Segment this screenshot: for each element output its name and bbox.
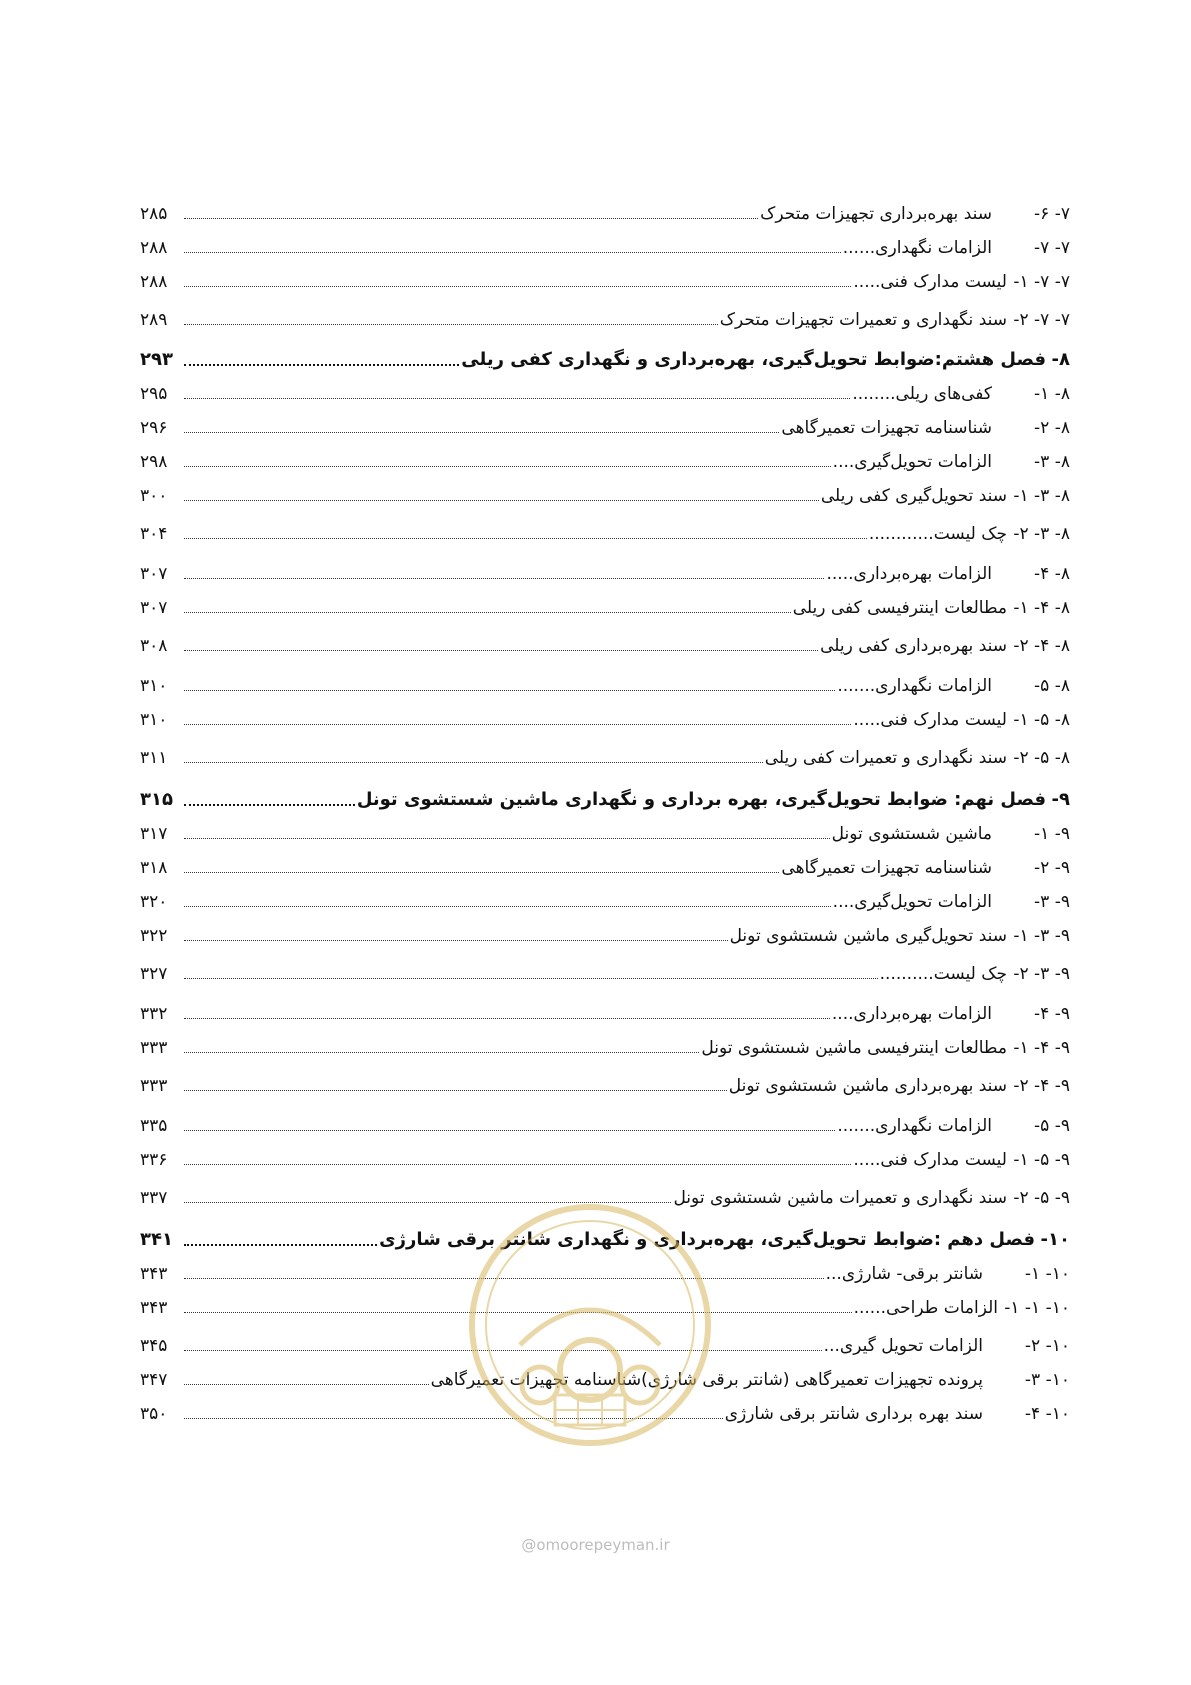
toc-dot-leader	[184, 218, 758, 219]
toc-entry-title: چک لیست............	[867, 519, 1007, 549]
toc-page-number: ۲۸۸	[140, 272, 168, 292]
toc-entry-title: کفی‌های ریلی........	[850, 379, 992, 409]
toc-entry-row[interactable]	[140, 705, 1070, 735]
toc-dot-leader	[184, 432, 779, 433]
toc-dot-leader	[184, 690, 835, 691]
toc-entry-row[interactable]	[140, 819, 1070, 849]
toc-dot-leader	[184, 978, 878, 979]
toc-dot-leader	[184, 838, 830, 839]
toc-page-number: ۳۰۸	[140, 636, 168, 656]
watermark-seal-logo-icon	[460, 1195, 720, 1455]
toc-entry-number: ۸- ۵-	[1034, 676, 1070, 696]
toc-entry-number: ۱۰- ۱-	[1024, 1264, 1070, 1284]
toc-dot-leader	[184, 500, 819, 501]
toc-entry-title: شناسنامه تجهیزات تعمیرگاهی	[779, 413, 992, 443]
toc-dot-leader	[184, 940, 728, 941]
toc-page-number: ۳۱۰	[140, 676, 168, 696]
toc-dot-leader	[184, 466, 831, 467]
toc-entry-number: ۱۰- ۱- ۱-	[1004, 1298, 1070, 1318]
toc-entry-number: ۱۰- ۴-	[1024, 1404, 1070, 1424]
toc-page-number: ۳۵۰	[140, 1404, 168, 1424]
toc-dot-leader	[184, 1244, 377, 1246]
toc-entry-title: فصل هشتم:ضوابط تحویل‌گیری، بهره‌برداری و نگهداری کفی ریلی	[459, 345, 1046, 375]
toc-entry-number: ۹- ۲-	[1034, 858, 1070, 878]
toc-entry-number: ۷- ۷- ۲-	[1013, 310, 1070, 330]
toc-dot-leader	[184, 612, 791, 613]
toc-entry-row[interactable]	[140, 887, 1070, 917]
toc-entry-row[interactable]	[140, 921, 1070, 951]
toc-entry-title: لیست مدارک فنی.....	[851, 267, 1007, 297]
toc-entry-title: شانتر برقی- شارژی...	[824, 1259, 983, 1289]
toc-page-number: ۲۹۸	[140, 452, 168, 472]
toc-dot-leader	[184, 1164, 851, 1165]
toc-entry-number: ۷- ۷- ۱-	[1013, 272, 1070, 292]
toc-entry-row[interactable]	[140, 559, 1070, 589]
toc-entry-number: ۱۰- ۲-	[1024, 1336, 1070, 1356]
toc-dot-leader	[184, 872, 779, 873]
toc-entry-title: سند بهره برداری شانتر برقی شارژی	[723, 1399, 983, 1429]
toc-entry-row[interactable]	[140, 959, 1070, 989]
toc-page-number: ۳۲۲	[140, 926, 168, 946]
toc-page-number: ۳۴۷	[140, 1370, 168, 1390]
toc-entry-title: سند نگهداری و تعمیرات کفی ریلی	[763, 743, 1007, 773]
toc-page-number: ۳۲۷	[140, 964, 168, 984]
toc-entry-title: الزامات بهره‌برداری....	[830, 999, 992, 1029]
toc-dot-leader	[184, 1018, 830, 1019]
toc-entry-row[interactable]	[140, 999, 1070, 1029]
toc-entry-row[interactable]	[140, 631, 1070, 661]
toc-entry-row[interactable]	[140, 853, 1070, 883]
toc-entry-row[interactable]	[140, 671, 1070, 701]
toc-entry-title: فصل نهم: ضوابط تحویل‌گیری، بهره برداری و نگهداری ماشین شستشوی تونل	[355, 785, 1046, 815]
toc-entry-title: الزامات طراحی......	[852, 1293, 998, 1323]
toc-page-number: ۳۳۶	[140, 1150, 168, 1170]
toc-entry-title: سند بهره‌برداری ماشین شستشوی تونل	[727, 1071, 1007, 1101]
toc-entry-row[interactable]	[140, 305, 1070, 335]
toc-entry-title: فصل دهم :ضوابط تحویل‌گیری، بهره‌برداری و نگهداری شانتر برقی شارژی	[377, 1225, 1035, 1255]
toc-entry-title: سند تحویل‌گیری ماشین شستشوی تونل	[728, 921, 1007, 951]
toc-entry-number: ۱۰- ۳-	[1024, 1370, 1070, 1390]
toc-page-number: ۳۴۱	[140, 1229, 173, 1250]
toc-chapter-row[interactable]	[140, 345, 1070, 375]
toc-entry-row[interactable]	[140, 447, 1070, 477]
toc-page-number: ۳۲۰	[140, 892, 168, 912]
toc-entry-number: ۹- ۱-	[1034, 824, 1070, 844]
toc-entry-title: لیست مدارک فنی.....	[851, 705, 1007, 735]
footer-website: @omoorepeyman.ir	[521, 1536, 670, 1554]
toc-entry-title: الزامات نگهداری.......	[835, 671, 992, 701]
toc-dot-leader	[184, 762, 763, 763]
toc-entry-row[interactable]	[140, 199, 1070, 229]
toc-page-number: ۳۱۸	[140, 858, 168, 878]
toc-dot-leader	[184, 1090, 727, 1091]
toc-entry-title: شناسنامه تجهیزات تعمیرگاهی	[779, 853, 992, 883]
toc-dot-leader	[184, 538, 867, 539]
toc-page-number: ۳۱۵	[140, 789, 173, 810]
toc-dot-leader	[184, 1384, 429, 1385]
toc-entry-title: الزامات بهره‌برداری.....	[825, 559, 993, 589]
toc-entry-title: سند تحویل‌گیری کفی ریلی	[819, 481, 1007, 511]
toc-dot-leader	[184, 578, 824, 579]
toc-entry-row[interactable]	[140, 1145, 1070, 1175]
toc-dot-leader	[184, 804, 355, 806]
toc-entry-title: الزامات تحویل‌گیری....	[831, 887, 992, 917]
toc-entry-title: مطالعات اینترفیسی کفی ریلی	[791, 593, 1007, 623]
toc-page-number: ۳۳۵	[140, 1116, 168, 1136]
toc-page-number: ۳۳۷	[140, 1188, 168, 1208]
toc-chapter-row[interactable]	[140, 785, 1070, 815]
toc-page-number: ۳۱۰	[140, 710, 168, 730]
toc-dot-leader	[184, 252, 841, 253]
toc-page-number: ۲۹۳	[140, 349, 173, 370]
toc-entry-number: ۸- ۱-	[1034, 384, 1070, 404]
toc-entry-row[interactable]	[140, 1033, 1070, 1063]
toc-entry-row[interactable]	[140, 1071, 1070, 1101]
toc-entry-row[interactable]	[140, 593, 1070, 623]
toc-entry-number: ۸- ۵- ۱-	[1013, 710, 1070, 730]
toc-entry-title: الزامات تحویل‌گیری....	[831, 447, 992, 477]
toc-entry-title: سند نگهداری و تعمیرات تجهیزات متحرک	[718, 305, 1007, 335]
toc-page-number: ۳۰۰	[140, 486, 168, 506]
toc-page-number: ۳۳۳	[140, 1038, 168, 1058]
toc-entry-number: ۹- ۵-	[1034, 1116, 1070, 1136]
toc-entry-row[interactable]	[140, 743, 1070, 773]
toc-page-number: ۳۰۷	[140, 598, 168, 618]
toc-entry-title: الزامات نگهداری.......	[835, 1111, 992, 1141]
toc-entry-title: مطالعات اینترفیسی ماشین شستشوی تونل	[699, 1033, 1007, 1063]
toc-page-number: ۲۹۶	[140, 418, 168, 438]
toc-page-number: ۳۱۱	[140, 748, 168, 768]
toc-entry-row[interactable]	[140, 413, 1070, 443]
toc-dot-leader	[184, 1130, 835, 1131]
toc-dot-leader	[184, 724, 851, 725]
toc-entry-number: ۹- ۴- ۱-	[1013, 1038, 1070, 1058]
toc-entry-number: ۸- ۳- ۱-	[1013, 486, 1070, 506]
toc-entry-number: ۹- ۳- ۱-	[1013, 926, 1070, 946]
toc-entry-number: ۹- ۵- ۱-	[1013, 1150, 1070, 1170]
toc-entry-number: ۹- ۴-	[1034, 1004, 1070, 1024]
toc-dot-leader	[184, 650, 818, 651]
toc-entry-row[interactable]	[140, 481, 1070, 511]
toc-entry-title: سند بهره‌برداری تجهیزات متحرک	[758, 199, 992, 229]
toc-entry-title: چک لیست..........	[878, 959, 1007, 989]
toc-entry-number: ۸- ۳- ۲-	[1013, 524, 1070, 544]
toc-entry-number: ۹- ۵- ۲-	[1013, 1188, 1070, 1208]
toc-dot-leader	[184, 324, 718, 325]
toc-page-number: ۳۰۷	[140, 564, 168, 584]
toc-entry-number: ۸- ۴-	[1034, 564, 1070, 584]
toc-page-number: ۳۱۷	[140, 824, 168, 844]
toc-page-number: ۲۸۵	[140, 204, 168, 224]
toc-page-number: ۳۴۳	[140, 1264, 168, 1284]
toc-dot-leader	[184, 286, 851, 287]
toc-entry-row[interactable]	[140, 379, 1070, 409]
toc-entry-title: سند بهره‌برداری کفی ریلی	[818, 631, 1007, 661]
toc-entry-number: ۸- ۵- ۲-	[1013, 748, 1070, 768]
toc-entry-number: ۹-	[1051, 789, 1070, 810]
toc-entry-number: ۷- ۷-	[1034, 238, 1070, 258]
toc-entry-title: سند نگهداری و تعمیرات ماشین شستشوی تونل	[671, 1183, 1007, 1213]
toc-page-number: ۳۳۳	[140, 1076, 168, 1096]
toc-entry-row[interactable]	[140, 233, 1070, 263]
toc-entry-row[interactable]	[140, 1111, 1070, 1141]
toc-page-number: ۲۸۹	[140, 310, 168, 330]
toc-entry-title: ماشین شستشوی تونل	[830, 819, 992, 849]
toc-entry-title: پرونده تجهیزات تعمیرگاهی (شانتر برقی شارژی)شناسنامه تجهیزات تعمیرگاهی	[429, 1365, 983, 1395]
toc-entry-number: ۹- ۴- ۲-	[1013, 1076, 1070, 1096]
toc-entry-row[interactable]	[140, 519, 1070, 549]
toc-entry-number: ۸-	[1051, 349, 1070, 370]
toc-entry-title: لیست مدارک فنی.....	[851, 1145, 1007, 1175]
toc-entry-number: ۸- ۴- ۱-	[1013, 598, 1070, 618]
toc-page-number: ۳۴۳	[140, 1298, 168, 1318]
toc-entry-number: ۸- ۴- ۲-	[1013, 636, 1070, 656]
toc-entry-number: ۸- ۲-	[1034, 418, 1070, 438]
toc-page-number: ۳۰۴	[140, 524, 168, 544]
toc-page-number: ۲۸۸	[140, 238, 168, 258]
toc-entry-number: ۱۰-	[1040, 1229, 1070, 1250]
toc-page-number: ۲۹۵	[140, 384, 168, 404]
toc-entry-number: ۹- ۳- ۲-	[1013, 964, 1070, 984]
toc-entry-number: ۸- ۳-	[1034, 452, 1070, 472]
toc-entry-row[interactable]	[140, 267, 1070, 297]
toc-entry-number: ۹- ۳-	[1034, 892, 1070, 912]
toc-dot-leader	[184, 364, 459, 366]
toc-dot-leader	[184, 398, 850, 399]
toc-dot-leader	[184, 906, 831, 907]
toc-page-number: ۳۳۲	[140, 1004, 168, 1024]
toc-dot-leader	[184, 1052, 699, 1053]
toc-entry-title: الزامات تحویل گیری...	[822, 1331, 983, 1361]
toc-entry-title: الزامات نگهداری......	[841, 233, 992, 263]
toc-entry-number: ۷- ۶-	[1034, 204, 1070, 224]
toc-page-number: ۳۴۵	[140, 1336, 168, 1356]
